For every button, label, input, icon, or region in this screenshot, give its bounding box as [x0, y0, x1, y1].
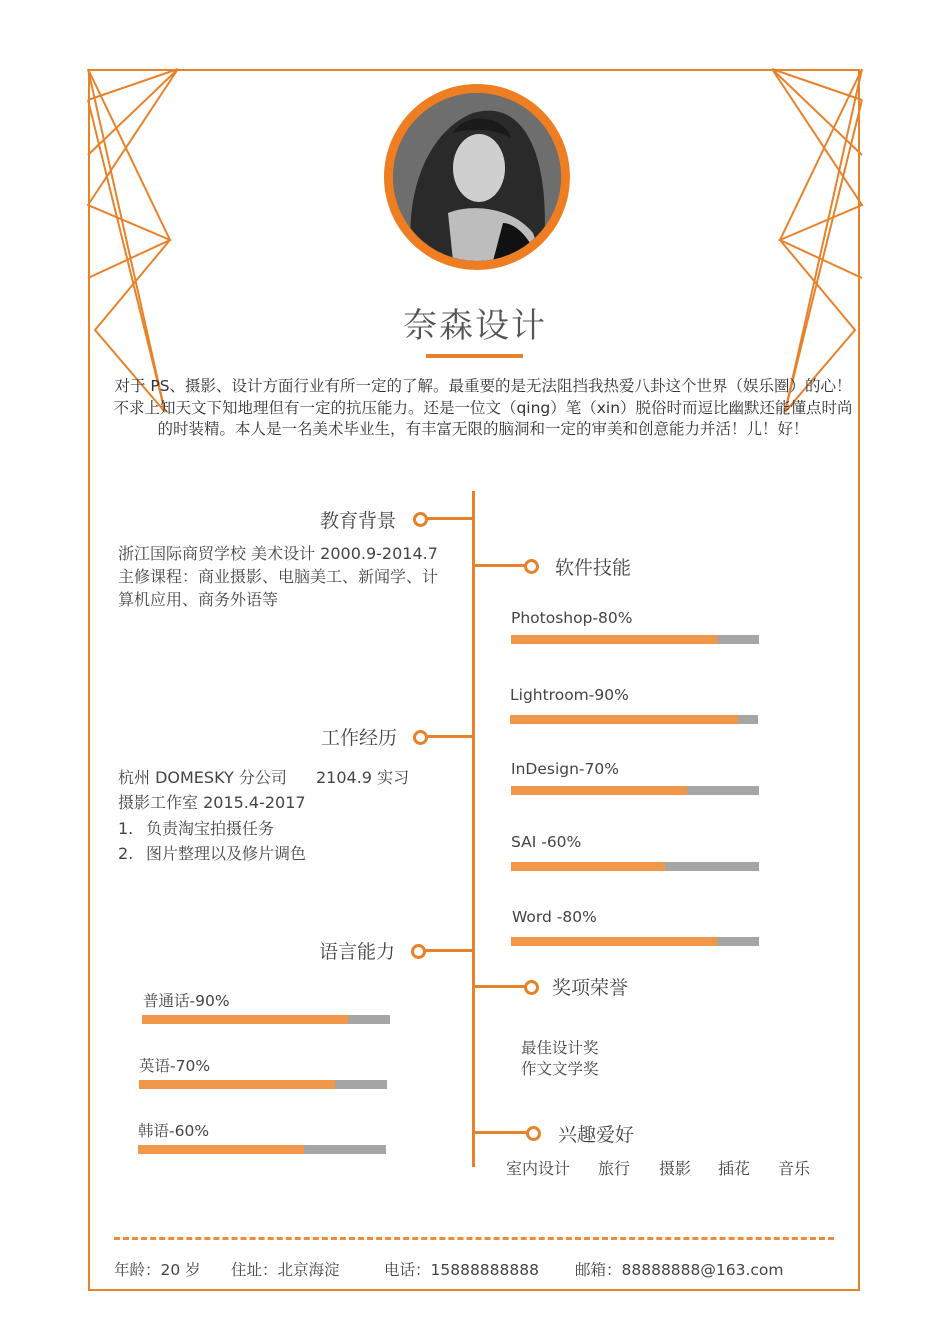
education-school: 浙江国际商贸学校 美术设计 2000.9-2014.7	[118, 544, 438, 563]
languages-connector	[422, 949, 474, 952]
skill-bar	[511, 786, 759, 795]
education-connector	[424, 517, 474, 520]
hobby-item: 摄影	[659, 1159, 692, 1178]
work-duty-1: 负责淘宝拍摄任务	[146, 819, 275, 838]
skill-bar-fill	[511, 635, 717, 644]
languages-title: 语言能力	[319, 941, 396, 963]
work-studio: 摄影工作室 2015.4-2017	[118, 793, 306, 812]
skills-dot	[524, 559, 539, 574]
skill-bar	[511, 937, 759, 946]
contact-email: 邮箱：88888888@163.com	[575, 1261, 784, 1279]
work-duty-num-2: 2.	[118, 844, 134, 863]
language-bar-fill	[139, 1080, 335, 1089]
education-courses: 主修课程：商业摄影、电脑美工、新闻学、计	[118, 567, 439, 586]
award-item: 作文文学奖	[521, 1060, 599, 1078]
work-duty-num-1: 1.	[118, 819, 134, 838]
hobby-item: 旅行	[598, 1159, 631, 1178]
education-title: 教育背景	[320, 510, 397, 532]
award-item: 最佳设计奖	[521, 1039, 599, 1057]
skills-title: 软件技能	[555, 557, 632, 579]
skills-connector	[474, 564, 526, 567]
language-bar	[138, 1145, 386, 1154]
intro-paragraph: 对于 PS、摄影、设计方面行业有所一定的了解。最重要的是无法阻挡我热爱八卦这个世界（娱乐圈）的心！不求上知天文下知地理但有一定的抗压能力。还是一位文（qing）笔（xin）脱俗时而逗比幽默还能懂点时尚的时装精。本人是一名美术毕业生，有丰富无限的脑洞和一定的审美和创意能力并活！儿！好！	[113, 377, 853, 438]
skill-label: InDesign-70%	[511, 760, 619, 778]
contact-age: 年龄：20 岁	[114, 1261, 201, 1279]
work-title: 工作经历	[321, 727, 398, 749]
skill-label: Photoshop-80%	[511, 609, 633, 627]
awards-connector	[474, 985, 526, 988]
skill-label: SAI -60%	[511, 833, 582, 851]
work-dot	[413, 730, 428, 745]
skill-bar-fill	[511, 786, 687, 795]
footer-divider	[114, 1237, 834, 1240]
hobby-item: 音乐	[778, 1159, 811, 1178]
profile-photo	[393, 93, 561, 261]
skill-bar	[511, 635, 759, 644]
contact-address: 住址：北京海淀	[231, 1261, 340, 1279]
work-connector	[424, 735, 474, 738]
language-bar-fill	[138, 1145, 304, 1154]
hobbies-dot	[526, 1126, 541, 1141]
language-label: 英语-70%	[139, 1057, 211, 1075]
languages-dot	[411, 944, 426, 959]
timeline-line	[472, 491, 475, 1167]
work-company: 杭州 DOMESKY 分公司	[118, 768, 287, 787]
skill-label: Lightroom-90%	[510, 686, 629, 704]
language-bar	[142, 1015, 390, 1024]
language-bar	[139, 1080, 387, 1089]
skill-bar-fill	[511, 862, 665, 871]
language-bar-fill	[142, 1015, 348, 1024]
name-underline	[426, 354, 523, 358]
hobby-item: 插花	[718, 1159, 751, 1178]
contact-phone: 电话：15888888888	[384, 1261, 539, 1279]
skill-bar-fill	[510, 715, 738, 724]
education-dot	[413, 512, 428, 527]
work-period: 2104.9 实习	[316, 768, 410, 787]
person-name: 奈森设计	[403, 306, 547, 346]
hobby-item: 室内设计	[506, 1159, 571, 1178]
work-duty-2: 图片整理以及修片调色	[146, 844, 307, 863]
awards-dot	[524, 980, 539, 995]
skill-bar-fill	[511, 937, 717, 946]
language-label: 普通话-90%	[143, 992, 230, 1010]
language-label: 韩语-60%	[138, 1122, 210, 1140]
education-courses-cont: 算机应用、商务外语等	[118, 590, 279, 609]
skill-bar	[510, 715, 758, 724]
hobbies-connector	[474, 1131, 528, 1134]
hobbies-title: 兴趣爱好	[558, 1124, 635, 1146]
skill-bar	[511, 862, 759, 871]
avatar-ring	[384, 84, 570, 270]
awards-title: 奖项荣誉	[552, 977, 629, 999]
skill-label: Word -80%	[512, 908, 597, 926]
